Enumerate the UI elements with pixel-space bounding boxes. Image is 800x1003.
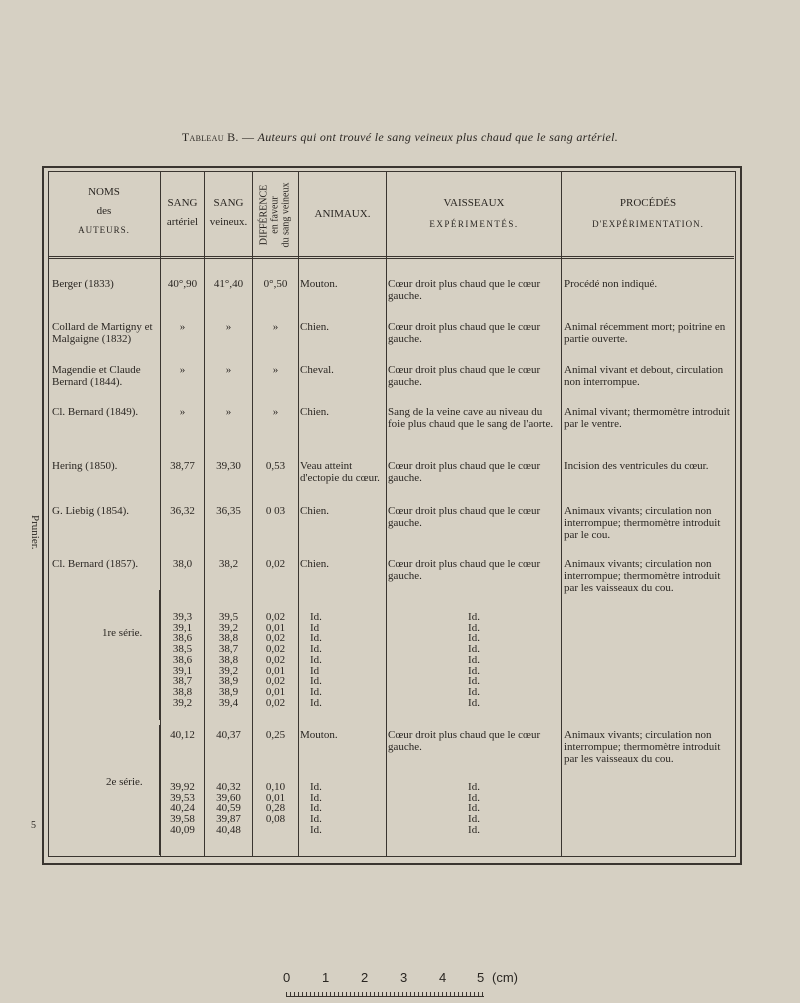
serie-art-cell: 38,6 xyxy=(172,653,193,666)
serie-vein-cell: 38,8 xyxy=(218,632,239,645)
row-procede-cell: Procédé non indiqué. xyxy=(564,278,658,290)
serie-animal-cell: Id. xyxy=(310,802,322,815)
serie-animal-cell: Id. xyxy=(310,696,322,709)
row-vaisseaux-cell: Cœur droit plus chaud que le cœur gauche. xyxy=(388,558,541,582)
serie-vaisseaux-cell: Id. xyxy=(468,632,480,645)
header-line: du sang veineux xyxy=(280,182,292,248)
serie-vein-cell: 39,60 xyxy=(216,791,241,804)
serie-art-cell: 39,3 xyxy=(172,611,193,623)
row-vaisseaux-cell: Cœur droit plus chaud que le cœur gauche. xyxy=(388,364,541,388)
serie-diff-cell: 0,02 xyxy=(265,675,286,688)
serie-animal-cell: Id. xyxy=(310,643,322,656)
row-animal-cell: Chien. xyxy=(300,505,330,517)
row-vein-cell: 41°,40 xyxy=(213,278,244,290)
header-difference xyxy=(252,173,298,257)
header-noms-line: AUTEURS. xyxy=(78,225,130,235)
serie-art-cell: 39,1 xyxy=(172,621,193,634)
row-vaisseaux-cell: Cœur droit plus chaud que le cœur gauche. xyxy=(388,505,541,529)
row-animal-cell: Chien. xyxy=(300,558,330,570)
header-line: PROCÉDÉS xyxy=(619,197,677,209)
scale-bar xyxy=(280,970,518,1000)
row-vein-cell: 39,30 xyxy=(216,460,241,472)
serie-vein-cell: 39,87 xyxy=(216,813,241,826)
column-rule xyxy=(386,171,387,857)
serie-diff-cell: 0,02 xyxy=(265,643,286,656)
serie-vein-cell: 39,5 xyxy=(218,611,239,623)
serie2-first-diff-cell: 0,25 xyxy=(265,729,286,741)
row-procede-cell: Animal vivant et debout, circulation non interrompue. xyxy=(564,364,724,388)
row-diff-cell: » xyxy=(272,406,279,418)
serie-vein-cell: 40,59 xyxy=(216,802,241,815)
serie-vaisseaux-cell: Id. xyxy=(468,781,480,793)
serie-animal-cell: Id xyxy=(310,621,320,634)
serie-diff-cell: 0,01 xyxy=(265,621,286,634)
serie-vein-cell: 38,9 xyxy=(218,675,239,688)
row-animal-cell: Veau atteint d'ectopie du cœur. xyxy=(300,460,380,484)
header-line: en faveur xyxy=(269,196,281,234)
row-auteur-cell: Cl. Bernard (1857). xyxy=(52,558,139,570)
serie-vaisseaux-cell: Id. xyxy=(468,621,480,634)
header-line: VAISSEAUX xyxy=(443,197,505,209)
serie-art-cell: 39,1 xyxy=(172,664,193,677)
row-vaisseaux-cell: Cœur droit plus chaud que le cœur gauche. xyxy=(388,278,541,302)
row-art-cell: 38,77 xyxy=(170,460,195,472)
serie-diff-cell: 0,02 xyxy=(265,653,286,666)
header-noms-line: NOMS xyxy=(88,186,120,198)
row-diff-cell: 0,53 xyxy=(265,460,286,472)
row-auteur-cell: Cl. Bernard (1849). xyxy=(52,406,139,418)
serie-art-cell: 39,58 xyxy=(170,813,195,826)
row-procede-cell: Animaux vivants; circulation non interrompue; thermomètre introduit par les vaisseaux du cou. xyxy=(564,558,721,594)
serie-animal-cell: Id. xyxy=(310,632,322,645)
serie-vaisseaux-cell: Id. xyxy=(468,643,480,656)
serie-vaisseaux-cell: Id. xyxy=(468,685,480,698)
row-animal-cell: Cheval. xyxy=(300,364,334,376)
header-line: artériel xyxy=(166,216,199,228)
header-line: veineux. xyxy=(209,216,248,228)
serie-vein-cell: 38,8 xyxy=(218,653,239,666)
header-animaux: ANIMAUX. xyxy=(314,208,371,220)
serie-art-cell: 38,6 xyxy=(172,632,193,645)
table-caption xyxy=(0,130,800,145)
serie-animal-cell: Id. xyxy=(310,823,322,836)
row-vein-cell: 38,2 xyxy=(218,558,239,570)
serie-diff-cell: 0,01 xyxy=(265,664,286,677)
serie-vaisseaux-cell: Id. xyxy=(468,675,480,688)
header-noms xyxy=(50,185,158,238)
scale-ruler xyxy=(286,992,484,997)
serie-art-cell: 39,53 xyxy=(170,791,195,804)
serie-vaisseaux-cell: Id. xyxy=(468,813,480,826)
serie2-first-vein-cell: 40,37 xyxy=(216,729,241,741)
serie-animal-cell: Id. xyxy=(310,675,322,688)
header-sang-veineux xyxy=(205,196,252,230)
serie-art-cell: 38,5 xyxy=(172,643,193,656)
serie2-first-vaisseaux-cell: Cœur droit plus chaud que le cœur gauche. xyxy=(388,729,541,753)
row-art-cell: » xyxy=(179,364,186,376)
header-vaisseaux xyxy=(387,196,561,232)
row-diff-cell: 0 03 xyxy=(265,505,286,517)
side-note: Prunier. xyxy=(29,515,41,550)
row-auteur-cell: G. Liebig (1854). xyxy=(52,505,129,517)
row-art-cell: » xyxy=(179,321,186,333)
serie-vaisseaux-cell: Id. xyxy=(468,823,480,836)
serie-diff-cell: 0,08 xyxy=(265,813,286,826)
serie-vaisseaux-cell: Id. xyxy=(468,696,480,709)
header-line: EXPÉRIMENTÉS. xyxy=(429,219,519,229)
serie-vaisseaux-cell: Id. xyxy=(468,664,480,677)
row-auteur-cell: Collard de Martigny et Malgaigne (1832) xyxy=(52,321,153,345)
header-sang-arteriel xyxy=(161,196,204,230)
serie-animal-cell: Id. xyxy=(310,791,322,804)
row-diff-cell: » xyxy=(272,364,279,376)
serie-art-cell: 40,09 xyxy=(170,823,195,836)
serie-animal-cell: Id. xyxy=(310,685,322,698)
serie2-first-procede-cell: Animaux vivants; circulation non interrompue; thermomètre introduit par les vaisseaux du cou. xyxy=(564,729,721,765)
row-vein-cell: 36,35 xyxy=(216,505,241,517)
scale-tick: 1 xyxy=(322,970,330,985)
scale-tick: 5 xyxy=(477,970,485,985)
row-vein-cell: » xyxy=(225,364,232,376)
serie-animal-cell: Id. xyxy=(310,611,322,623)
serie-art-cell: 38,7 xyxy=(172,675,193,688)
caption-title: Auteurs qui ont trouvé le sang veineux plus chaud que le sang artériel. xyxy=(257,130,619,144)
serie-art-cell: 39,2 xyxy=(172,696,193,709)
row-art-cell: 38,0 xyxy=(172,558,193,570)
serie2-first-animal-cell: Mouton. xyxy=(300,729,338,741)
serie-diff-cell: 0,01 xyxy=(265,685,286,698)
row-auteur-cell: Berger (1833) xyxy=(52,278,114,290)
serie-diff-cell: 0,02 xyxy=(265,611,286,623)
serie-vein-cell: 40,48 xyxy=(216,823,241,836)
row-vein-cell: » xyxy=(225,321,232,333)
serie-animal-cell: Id xyxy=(310,664,320,677)
scale-tick: 0 xyxy=(283,970,291,985)
serie-vein-cell: 40,32 xyxy=(216,781,241,793)
serie2-first-art-cell: 40,12 xyxy=(170,729,195,741)
header-procedes xyxy=(562,196,734,232)
row-procede-cell: Animal vivant; thermomètre introduit par le ventre. xyxy=(564,406,730,430)
serie-animal-cell: Id. xyxy=(310,813,322,826)
serie-art-cell: 39,92 xyxy=(170,781,195,793)
header-noms-line: des xyxy=(96,205,112,217)
scale-unit: (cm) xyxy=(492,970,518,985)
serie2-label: 2e série. xyxy=(106,776,143,788)
serie-vein-cell: 38,7 xyxy=(218,643,239,656)
serie-vein-cell: 39,2 xyxy=(218,621,239,634)
serie-vaisseaux-cell: Id. xyxy=(468,653,480,666)
row-diff-cell: 0,02 xyxy=(265,558,286,570)
row-procede-cell: Incision des ventricules du cœur. xyxy=(564,460,709,472)
scale-tick: 3 xyxy=(400,970,408,985)
serie-vaisseaux-cell: Id. xyxy=(468,611,480,623)
header-line: SANG xyxy=(167,197,198,209)
serie-diff-cell: 0,28 xyxy=(265,802,286,815)
row-animal-cell: Mouton. xyxy=(300,278,338,290)
header-rule xyxy=(48,256,734,259)
row-diff-cell: » xyxy=(272,321,279,333)
serie-diff-cell: 0,01 xyxy=(265,791,286,804)
caption-label: Tableau B. — xyxy=(181,130,255,144)
side-number: 5 xyxy=(31,820,36,831)
column-rule xyxy=(298,171,299,857)
serie-vein-cell: 39,2 xyxy=(218,664,239,677)
row-auteur-cell: Magendie et Claude Bernard (1844). xyxy=(52,364,141,388)
serie-art-cell: 40,24 xyxy=(170,802,195,815)
serie-vaisseaux-cell: Id. xyxy=(468,802,480,815)
row-auteur-cell: Hering (1850). xyxy=(52,460,118,472)
serie-vein-cell: 38,9 xyxy=(218,685,239,698)
row-animal-cell: Chien. xyxy=(300,321,330,333)
row-art-cell: 40°,90 xyxy=(167,278,198,290)
serie-art-cell: 38,8 xyxy=(172,685,193,698)
serie-diff-cell: 0,02 xyxy=(265,632,286,645)
serie-vein-cell: 39,4 xyxy=(218,696,239,709)
column-rule xyxy=(561,171,562,857)
serie1-label: 1re série. xyxy=(102,627,143,639)
header-line: SANG xyxy=(213,197,244,209)
row-art-cell: » xyxy=(179,406,186,418)
scale-tick: 4 xyxy=(439,970,447,985)
row-art-cell: 36,32 xyxy=(170,505,195,517)
row-vaisseaux-cell: Cœur droit plus chaud que le cœur gauche. xyxy=(388,321,541,345)
serie-vaisseaux-cell: Id. xyxy=(468,791,480,804)
row-vaisseaux-cell: Cœur droit plus chaud que le cœur gauche. xyxy=(388,460,541,484)
row-vein-cell: » xyxy=(225,406,232,418)
serie-diff-cell: 0,10 xyxy=(265,781,286,793)
row-diff-cell: 0°,50 xyxy=(263,278,288,290)
serie-diff-cell: 0,02 xyxy=(265,696,286,709)
serie-animal-cell: Id. xyxy=(310,781,322,793)
row-procede-cell: Animal récemment mort; poitrine en partie ouverte. xyxy=(564,321,726,345)
serie-animal-cell: Id. xyxy=(310,653,322,666)
scale-tick: 2 xyxy=(361,970,369,985)
row-animal-cell: Chien. xyxy=(300,406,330,418)
header-line: DIFFÉRENCE xyxy=(258,184,270,246)
row-procede-cell: Animaux vivants; circulation non interrompue; thermomètre introduit par le cou. xyxy=(564,505,721,541)
header-line: D'EXPÉRIMENTATION. xyxy=(592,219,704,229)
row-vaisseaux-cell: Sang de la veine cave au niveau du foie plus chaud que le sang de l'aorte. xyxy=(388,406,554,430)
